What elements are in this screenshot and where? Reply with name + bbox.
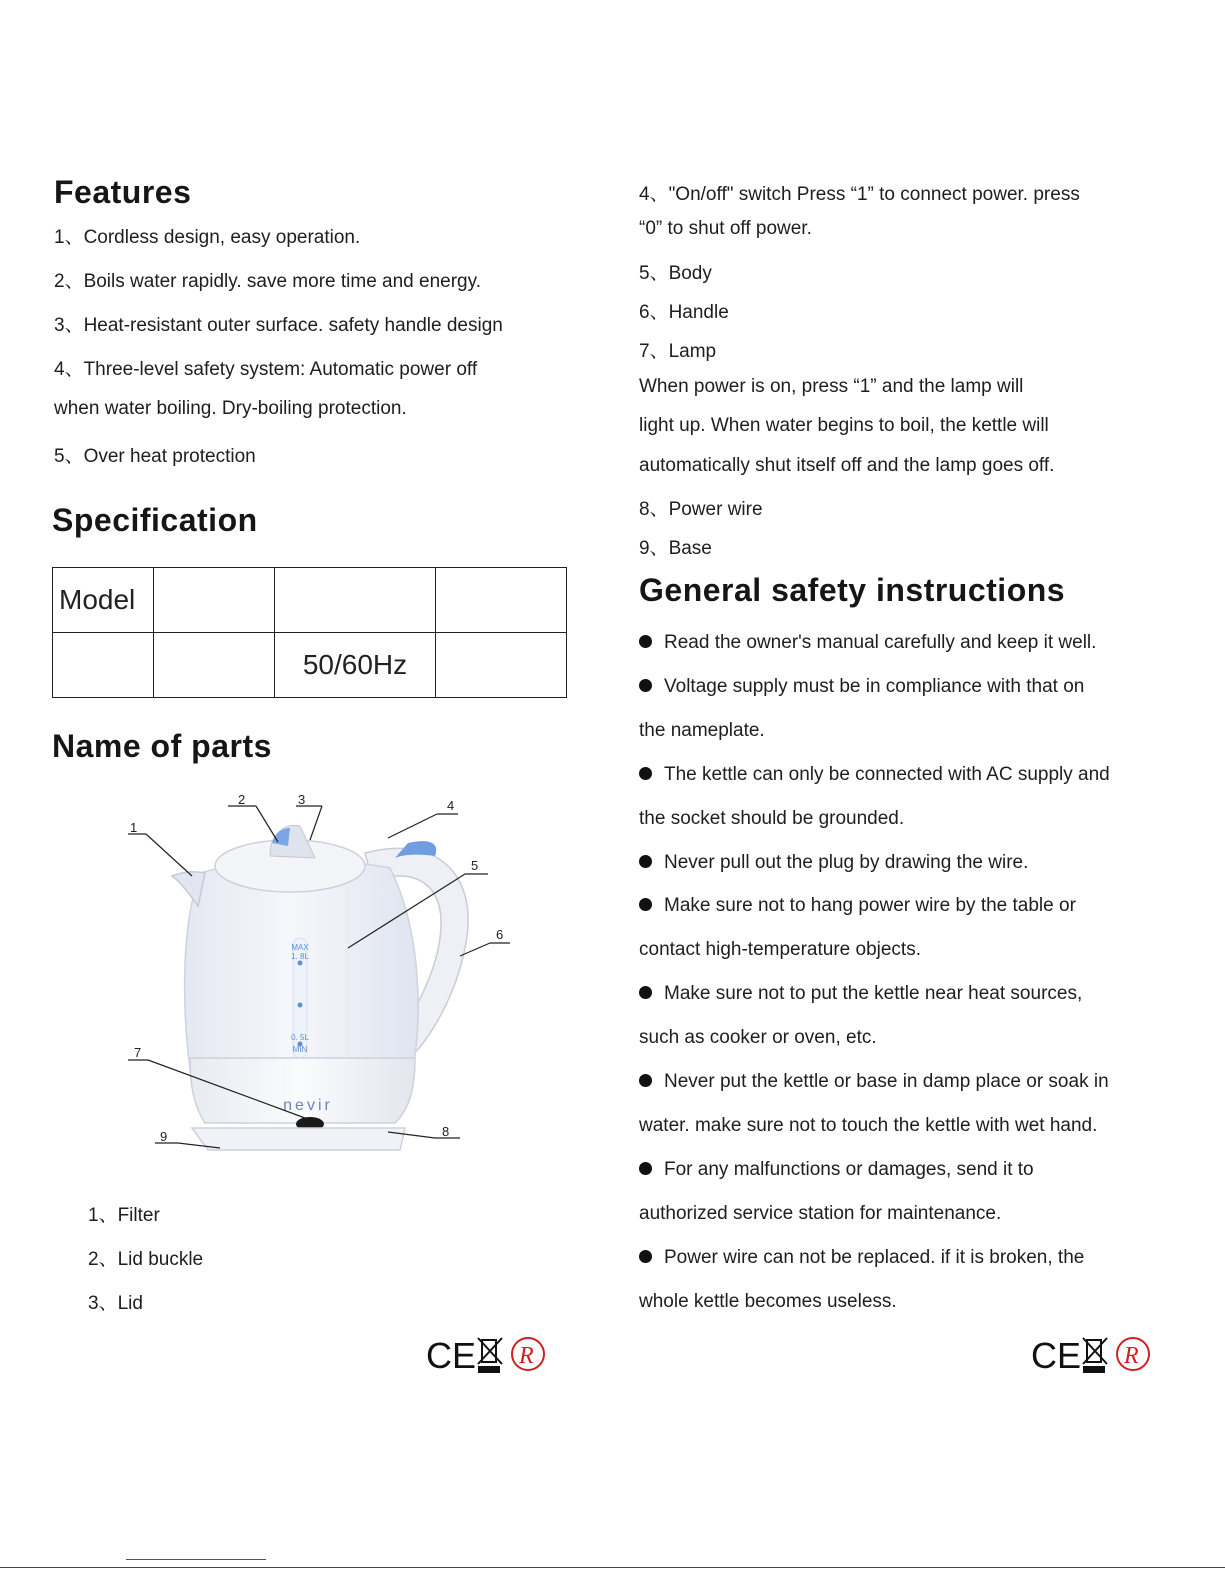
safety-continuation [639,1291,897,1313]
weee-bin-icon [478,1338,502,1372]
table-cell [154,568,275,633]
ce-mark-icon: CE [426,1335,477,1376]
certification-marks-left [426,1334,550,1378]
callout-7: 7 [134,1045,142,1060]
parts-cont-item: 5、Body [639,263,712,284]
features-title: Features [54,174,192,210]
bullet-dot-icon [639,986,652,999]
parts-list-item: 2、Lid buckle [88,1249,204,1270]
gauge-max-label: MAX [291,943,309,952]
safety-bullet-item [639,852,1028,874]
footer-link-line [126,1559,266,1560]
safety-text: the socket should be grounded. [639,808,905,829]
parts-cont-item: “0” to shut off power. [639,218,812,239]
specification-table [52,567,567,698]
callout-8: 8 [442,1124,450,1139]
safety-text: Read the owner's manual carefully and keep it well. [664,632,1097,653]
safety-title: General safety instructions [639,572,1066,608]
callout-6: 6 [496,927,504,942]
table-row [53,568,567,633]
kettle-logo: nevir [283,1097,333,1114]
safety-text: For any malfunctions or damages, send it to [664,1159,1034,1180]
safety-continuation [639,1203,1001,1225]
safety-text: the nameplate. [639,720,765,741]
bullet-dot-icon [639,855,652,868]
parts-cont-item: 8、Power wire [639,499,763,520]
safety-text: Make sure not to put the kettle near heat sources, [664,983,1083,1004]
bullet-dot-icon [639,679,652,692]
gauge-min-label: MIN [292,1045,308,1054]
safety-continuation [639,1115,1097,1137]
parts-cont-item: 7、Lamp [639,341,717,362]
safety-bullet-item [639,632,1096,654]
callout-9: 9 [160,1129,168,1144]
safety-bullet-item [639,1071,1109,1093]
safety-bullet-item [639,983,1082,1005]
parts-cont-item: 4、"On/off" switch Press “1” to connect power. press [639,184,1080,205]
gauge-max-value: 1. 8L [291,952,309,961]
safety-text: authorized service station for maintenance. [639,1203,1002,1224]
bullet-dot-icon [639,1074,652,1087]
base-shape [192,1128,405,1150]
safety-bullet-item [639,676,1084,698]
parts-cont-item: 9、Base [639,538,712,559]
table-cell [154,633,275,698]
table-cell [436,633,567,698]
safety-bullet-item [639,1159,1034,1181]
safety-bullet-item [639,895,1076,917]
bullet-dot-icon [639,898,652,911]
footer-rule [0,1567,1225,1568]
callout-5: 5 [471,858,479,873]
rohs-r-icon [1117,1338,1149,1370]
certification-marks-right [1031,1334,1155,1378]
safety-text: The kettle can only be connected with AC supply and [664,764,1110,785]
table-row [53,633,567,698]
feature-item: 3、Heat-resistant outer surface. safety handle design [54,315,503,336]
svg-text:R: R [519,1343,534,1369]
feature-item: 5、Over heat protection [54,446,256,467]
feature-item: 4、Three-level safety system: Automatic power off [54,359,478,380]
rohs-r-icon [512,1338,544,1370]
gauge-min-value: 0. 5L [291,1033,309,1042]
safety-text: Power wire can not be replaced. if it is broken, the [664,1247,1085,1268]
callout-2: 2 [238,792,246,807]
ce-mark-icon: CE [1031,1335,1082,1376]
bullet-dot-icon [639,1250,652,1263]
weee-bin-icon [1083,1338,1107,1372]
safety-text: Voltage supply must be in compliance with that on [664,676,1085,697]
bullet-dot-icon [639,635,652,648]
callout-1: 1 [130,820,138,835]
feature-item: when water boiling. Dry-boiling protection. [54,398,407,419]
kettle-diagram [110,788,530,1168]
safety-bullet-item [639,1247,1084,1269]
parts-cont-item: light up. When water begins to boil, the kettle will [639,415,1049,436]
safety-bullet-item [639,764,1110,786]
table-cell [53,633,154,698]
safety-text: Never put the kettle or base in damp place or soak in [664,1071,1109,1092]
parts-title: Name of parts [52,728,272,764]
feature-item: 2、Boils water rapidly. save more time and energy. [54,271,481,292]
parts-cont-item: 6、Handle [639,302,729,323]
table-cell: 50/60Hz [275,633,436,698]
parts-list-item: 1、Filter [88,1205,160,1226]
safety-continuation [639,1027,877,1049]
callout-3: 3 [298,792,306,807]
safety-text: Make sure not to hang power wire by the table or [664,895,1076,916]
safety-text: Never pull out the plug by drawing the wire. [664,852,1029,873]
bullet-dot-icon [639,767,652,780]
safety-continuation [639,720,765,742]
table-cell [275,568,436,633]
specification-title: Specification [52,502,258,538]
callout-4: 4 [447,798,455,813]
safety-text: such as cooker or oven, etc. [639,1027,877,1048]
safety-text: whole kettle becomes useless. [639,1291,897,1312]
safety-continuation [639,808,904,830]
safety-text: water. make sure not to touch the kettle with wet hand. [639,1115,1098,1136]
safety-continuation [639,939,921,961]
bullet-dot-icon [639,1162,652,1175]
svg-text:R: R [1124,1343,1139,1369]
table-cell: Model [53,568,154,633]
parts-cont-item: When power is on, press “1” and the lamp will [639,376,1024,397]
feature-item: 1、Cordless design, easy operation. [54,227,361,248]
table-cell [436,568,567,633]
parts-cont-item: automatically shut itself off and the lamp goes off. [639,455,1055,476]
safety-text: contact high-temperature objects. [639,939,921,960]
parts-list-item: 3、Lid [88,1293,143,1314]
